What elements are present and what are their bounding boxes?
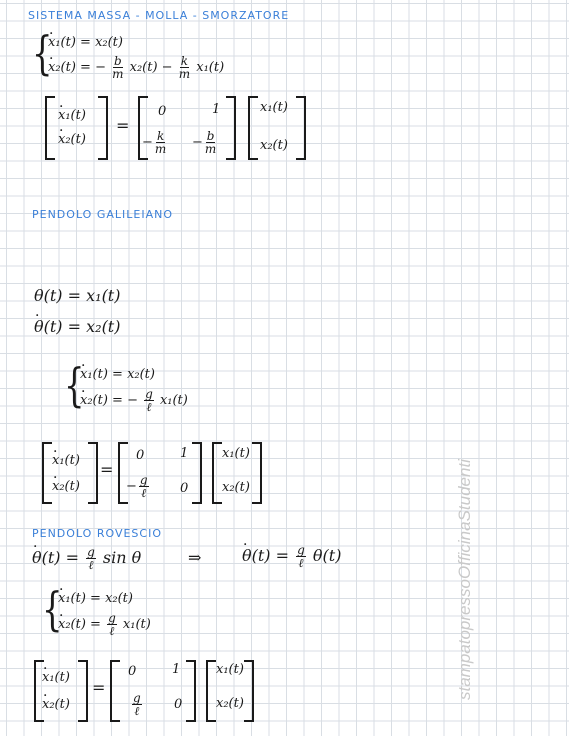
section-title-rovescio: PENDOLO ROVESCIO bbox=[32, 527, 162, 540]
right-bracket bbox=[296, 96, 306, 160]
matrix-entry: 0 bbox=[128, 664, 137, 679]
matrix-entry: 0 bbox=[174, 697, 183, 712]
left-bracket bbox=[212, 442, 222, 504]
system-brace: { bbox=[42, 582, 63, 636]
state-vector-entry: · x₁(t) bbox=[58, 108, 86, 123]
system-brace: { bbox=[64, 358, 85, 412]
state-vector-entry: · x₁(t) bbox=[42, 670, 70, 685]
equation-line: · x₂(t) = $\frac{g}{\text{ℓ}}$ x₁(t) bbox=[58, 612, 151, 637]
equation-line: · θ(t) = $\frac{g}{\text{ℓ}}$ sin θ bbox=[32, 546, 141, 571]
left-bracket bbox=[45, 96, 55, 160]
equals-sign: = bbox=[116, 116, 130, 135]
state-vector-entry: x₂(t) bbox=[222, 480, 250, 495]
right-bracket bbox=[88, 442, 98, 504]
state-vector-entry: x₂(t) bbox=[216, 696, 244, 711]
matrix-entry: 1 bbox=[212, 102, 221, 117]
equation-line: · x₁(t) = x₂(t) bbox=[80, 367, 155, 382]
system-brace: { bbox=[32, 26, 53, 80]
definition-line: θ(t) = x₁(t) bbox=[34, 286, 121, 305]
equation-line: · x₂(t) = − $\frac{g}{\text{ℓ}}$ x₁(t) bbox=[80, 388, 188, 413]
state-vector-entry: x₁(t) bbox=[222, 446, 250, 461]
matrix-entry: 0 bbox=[158, 104, 167, 119]
right-bracket bbox=[186, 660, 196, 722]
left-bracket bbox=[110, 660, 120, 722]
equation-line: · x₁(t) = x₂(t) bbox=[58, 591, 133, 606]
right-bracket bbox=[78, 660, 88, 722]
left-bracket bbox=[248, 96, 258, 160]
section-title-galileo: PENDOLO GALILEIANO bbox=[32, 208, 173, 221]
definition-line: · θ(t) = x₂(t) bbox=[34, 317, 120, 336]
right-bracket bbox=[98, 96, 108, 160]
state-vector-entry: · x₂(t) bbox=[52, 479, 80, 494]
right-bracket bbox=[192, 442, 202, 504]
equation-line: · θ(t) = $\frac{g}{\text{ℓ}}$ θ(t) bbox=[242, 544, 341, 569]
state-vector-entry: x₂(t) bbox=[260, 138, 288, 153]
matrix-entry: 0 bbox=[180, 481, 189, 496]
equals-sign: = bbox=[100, 460, 114, 479]
right-bracket bbox=[252, 442, 262, 504]
state-vector-entry: · x₂(t) bbox=[58, 132, 86, 147]
equation-line: · x₁(t) = x₂(t) bbox=[48, 35, 123, 50]
right-bracket bbox=[226, 96, 236, 160]
matrix-entry: − $\frac{b}{m}$ bbox=[192, 129, 217, 156]
state-vector-entry: x₁(t) bbox=[216, 662, 244, 677]
equation-line: · x₂(t) = − $\frac{b}{m}$ x₂(t) − $\frac{k}{m}$ x₁(t) bbox=[48, 55, 224, 80]
matrix-entry: − $\frac{k}{m}$ bbox=[142, 129, 167, 156]
state-vector-entry: · x₁(t) bbox=[52, 453, 80, 468]
left-bracket bbox=[206, 660, 216, 722]
state-vector-entry: · x₂(t) bbox=[42, 697, 70, 712]
left-bracket bbox=[42, 442, 52, 504]
implies-arrow: ⇒ bbox=[188, 548, 202, 567]
state-vector-entry: x₁(t) bbox=[260, 100, 288, 115]
right-bracket bbox=[244, 660, 254, 722]
matrix-entry: $\frac{g}{\text{ℓ}}$ bbox=[133, 691, 141, 718]
matrix-entry: − $\frac{g}{\text{ℓ}}$ bbox=[126, 473, 148, 500]
watermark-text: stampatopressoOfficinaStudenti bbox=[455, 459, 474, 700]
matrix-entry: 1 bbox=[180, 446, 189, 461]
section-title-massa: SISTEMA MASSA - MOLLA - SMORZATORE bbox=[28, 9, 290, 22]
equals-sign: = bbox=[92, 678, 106, 697]
matrix-entry: 0 bbox=[136, 448, 145, 463]
matrix-entry: 1 bbox=[172, 662, 181, 677]
